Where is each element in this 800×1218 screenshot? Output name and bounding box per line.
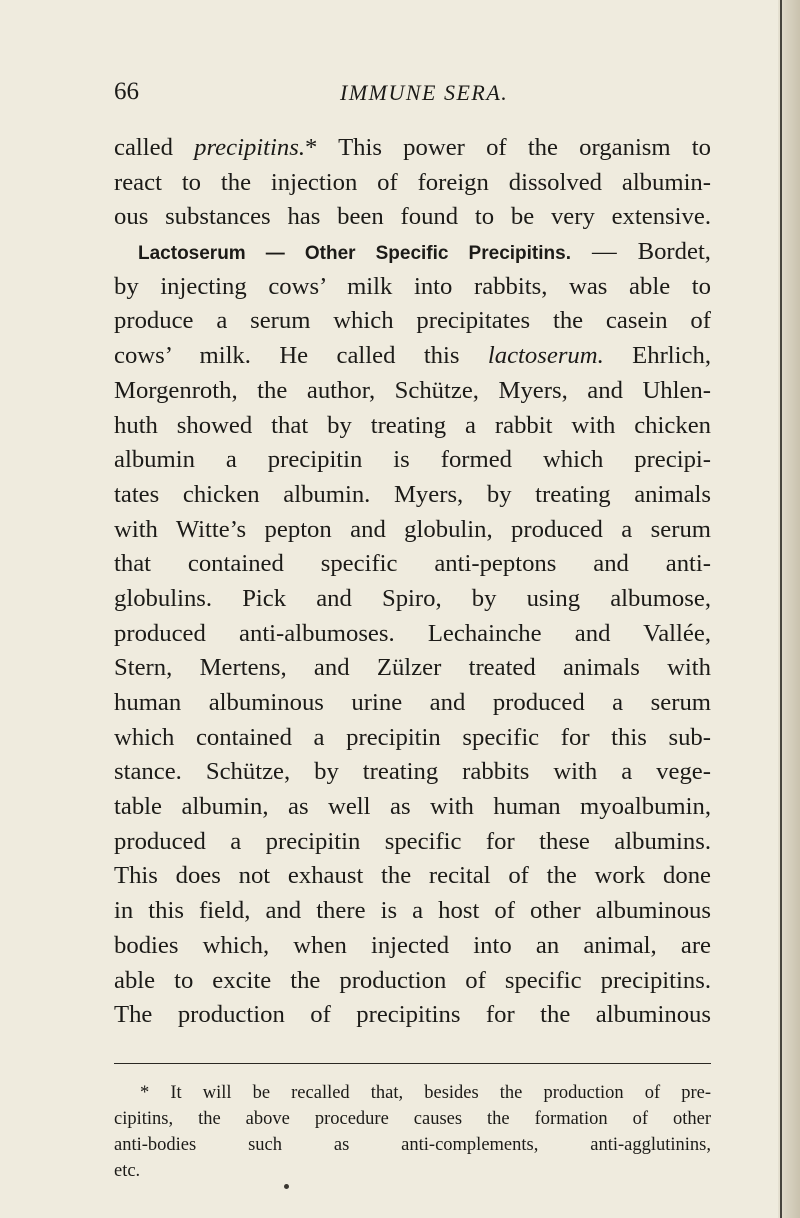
text-line: huth showed that by treating a rabbit with chicken <box>114 411 711 439</box>
text-line: Stern, Mertens, and Zülzer treated animals with <box>114 654 711 682</box>
italic-term: precipitins. <box>194 134 305 161</box>
page-number: 66 <box>114 78 139 105</box>
footnote-line: cipitins, the above procedure causes the formation of other <box>114 1109 711 1129</box>
text-line: by injecting cows’ milk into rabbits, was able to <box>114 272 711 300</box>
section-heading: Lactoserum — Other Specific Precipitins. <box>138 243 571 265</box>
page-edge <box>778 0 800 1218</box>
text-line: globulins. Pick and Spiro, by using albumose, <box>114 584 711 612</box>
italic-term: lactoserum. <box>487 342 604 370</box>
text-line: which contained a precipitin specific for this sub- <box>114 723 711 751</box>
body-text <box>114 131 711 1033</box>
text-line: stance. Schütze, by treating rabbits with a vege- <box>114 758 711 786</box>
text-line: tates chicken albumin. Myers, by treating animals <box>114 480 711 508</box>
running-title: IMMUNE SERA. <box>340 80 509 105</box>
footnote-rule <box>114 1063 711 1064</box>
text-line: human albuminous urine and produced a serum <box>114 689 711 716</box>
section-heading-line <box>114 235 711 270</box>
text-line: react to the injection of foreign dissolved albumin- <box>114 168 711 196</box>
text-run: This power of the organism to <box>317 134 712 161</box>
text-line: This does not exhaust the recital of the work done <box>114 862 711 890</box>
footnote-line: * It will be recalled that, besides the production of pre- <box>140 1083 711 1103</box>
text-line: produced anti-albumoses. Lechainche and Vallée, <box>114 619 711 647</box>
text-line: Morgenroth, the author, Schütze, Myers, and Uhlen- <box>114 376 711 404</box>
text-line <box>114 339 711 374</box>
text-line: produced a precipitin specific for these albumins. <box>114 827 711 855</box>
text-line: albumin a precipitin is formed which precipi- <box>114 446 711 474</box>
text-line: The production of precipitins for the albuminous <box>114 1001 711 1029</box>
text-run: — Bordet, <box>570 238 711 266</box>
text-run: Ehrlich, <box>603 342 712 370</box>
footnote-mark: * <box>305 134 318 161</box>
text-line: produce a serum which precipitates the casein of <box>114 307 711 335</box>
footnote-line: anti-bodies such as anti-complements, anti-agglutinins, <box>114 1135 711 1155</box>
text-run: cows’ milk. He called this <box>114 342 488 370</box>
text-line: that contained specific anti-peptons and anti- <box>114 550 711 578</box>
text-line: able to excite the production of specific precipitins. <box>114 966 711 994</box>
text-line: table albumin, as well as with human myoalbumin, <box>114 793 711 821</box>
ink-speck <box>284 1184 289 1189</box>
footnote <box>114 1080 711 1184</box>
text-line: ous substances has been found to be very extensive. <box>114 203 711 231</box>
text-line: in this field, and there is a host of other albuminous <box>114 897 711 925</box>
text-line: with Witte’s pepton and globulin, produced a serum <box>114 515 711 543</box>
text-run: called <box>114 134 195 161</box>
page-header <box>114 78 711 118</box>
footnote-line: etc. <box>114 1161 141 1181</box>
text-line <box>114 131 711 166</box>
text-line: bodies which, when injected into an animal, are <box>114 931 711 959</box>
